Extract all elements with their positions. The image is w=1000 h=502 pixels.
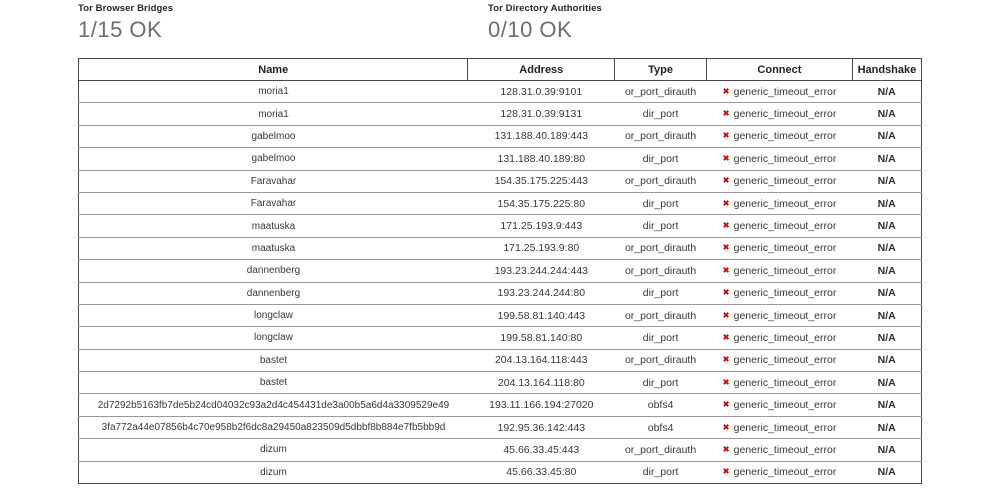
relay-address-cell: 45.66.33.45:443 (468, 439, 615, 461)
relay-connect-cell (707, 416, 853, 438)
connect-status-text: generic_timeout_error (733, 197, 837, 210)
column-header-type: Type (615, 59, 707, 81)
error-cross-icon: ✖ (722, 443, 730, 454)
relay-connect-cell (707, 81, 853, 103)
relay-name-cell: gabelmoo (79, 148, 468, 170)
relay-address-cell: 199.58.81.140:80 (468, 327, 615, 349)
table-row (79, 148, 922, 170)
relay-type-cell: or_port_dirauth (615, 81, 707, 103)
relay-address-cell: 193.23.244.244:443 (468, 260, 615, 282)
relay-handshake-cell: N/A (852, 349, 921, 371)
relay-handshake-cell: N/A (852, 125, 921, 147)
relay-name-cell: maatuska (79, 237, 468, 259)
connect-status-text: generic_timeout_error (733, 242, 837, 255)
relay-handshake-cell: N/A (852, 237, 921, 259)
relay-type-cell: dir_port (615, 461, 707, 483)
relay-connect-cell (707, 439, 853, 461)
results-table-body (79, 81, 922, 484)
relay-type-cell: or_port_dirauth (615, 349, 707, 371)
relay-handshake-cell: N/A (852, 304, 921, 326)
relay-handshake-cell: N/A (852, 81, 921, 103)
relay-address-cell: 204.13.164.118:80 (468, 372, 615, 394)
relay-name-cell: maatuska (79, 215, 468, 237)
relay-type-cell: dir_port (615, 148, 707, 170)
relay-connect-cell (707, 282, 853, 304)
bridges-summary (78, 3, 173, 43)
table-header-row (79, 59, 922, 81)
error-cross-icon: ✖ (722, 466, 730, 477)
table-row (79, 282, 922, 304)
table-row (79, 103, 922, 125)
connect-status-text: generic_timeout_error (733, 331, 837, 344)
relay-address-cell: 171.25.193.9:80 (468, 237, 615, 259)
table-row (79, 416, 922, 438)
connect-status-text: generic_timeout_error (733, 399, 837, 412)
table-row (79, 439, 922, 461)
relay-handshake-cell: N/A (852, 416, 921, 438)
relay-address-cell: 128.31.0.39:9131 (468, 103, 615, 125)
relay-type-cell: obfs4 (615, 416, 707, 438)
connect-status-text: generic_timeout_error (733, 85, 837, 98)
table-row (79, 349, 922, 371)
relay-handshake-cell: N/A (852, 215, 921, 237)
relay-type-cell: dir_port (615, 215, 707, 237)
relay-type-cell: dir_port (615, 192, 707, 214)
relay-connect-cell (707, 327, 853, 349)
relay-name-cell: dannenberg (79, 260, 468, 282)
bridges-summary-label: Tor Browser Bridges (78, 3, 174, 14)
connect-status-text: generic_timeout_error (733, 264, 837, 277)
table-row (79, 192, 922, 214)
relay-name-cell: moria1 (79, 81, 468, 103)
relay-address-cell: 171.25.193.9:443 (468, 215, 615, 237)
error-cross-icon: ✖ (722, 242, 730, 253)
connect-status-text: generic_timeout_error (733, 309, 837, 322)
relay-connect-cell (707, 304, 853, 326)
relay-address-cell: 45.66.33.45:80 (468, 461, 615, 483)
relay-type-cell: dir_port (615, 282, 707, 304)
error-cross-icon: ✖ (722, 309, 730, 320)
relay-connect-cell (707, 148, 853, 170)
connect-status-text: generic_timeout_error (733, 421, 837, 434)
error-cross-icon: ✖ (722, 152, 730, 163)
relay-type-cell: or_port_dirauth (615, 260, 707, 282)
error-cross-icon: ✖ (722, 130, 730, 141)
table-row (79, 237, 922, 259)
error-cross-icon: ✖ (722, 175, 730, 186)
relay-address-cell: 154.35.175.225:443 (468, 170, 615, 192)
table-row (79, 81, 922, 103)
relay-handshake-cell: N/A (852, 327, 921, 349)
relay-connect-cell (707, 260, 853, 282)
relay-type-cell: dir_port (615, 103, 707, 125)
relay-connect-cell (707, 125, 853, 147)
error-cross-icon: ✖ (722, 354, 730, 365)
connect-status-text: generic_timeout_error (733, 354, 837, 367)
error-cross-icon: ✖ (722, 264, 730, 275)
relay-address-cell: 192.95.36.142:443 (468, 416, 615, 438)
relay-name-cell: Faravahar (79, 192, 468, 214)
relay-handshake-cell: N/A (852, 103, 921, 125)
connect-status-text: generic_timeout_error (733, 130, 837, 143)
relay-name-cell: dizum (79, 439, 468, 461)
error-cross-icon: ✖ (722, 287, 730, 298)
relay-address-cell: 154.35.175.225:80 (468, 192, 615, 214)
authorities-summary-value: 0/10 OK (488, 17, 573, 42)
column-header-connect: Connect (707, 59, 853, 81)
authorities-summary (488, 3, 602, 43)
relay-handshake-cell: N/A (852, 260, 921, 282)
relay-type-cell: or_port_dirauth (615, 304, 707, 326)
connect-status-text: generic_timeout_error (733, 287, 837, 300)
connect-status-text: generic_timeout_error (733, 376, 837, 389)
relay-handshake-cell: N/A (852, 192, 921, 214)
authorities-summary-label: Tor Directory Authorities (488, 3, 602, 14)
relay-handshake-cell: N/A (852, 372, 921, 394)
table-row (79, 372, 922, 394)
relay-handshake-cell: N/A (852, 394, 921, 416)
relay-status-table (78, 58, 922, 484)
relay-connect-cell (707, 215, 853, 237)
error-cross-icon: ✖ (722, 108, 730, 119)
relay-name-cell: bastet (79, 349, 468, 371)
relay-handshake-cell: N/A (852, 148, 921, 170)
relay-address-cell: 131.188.40.189:443 (468, 125, 615, 147)
connect-status-text: generic_timeout_error (733, 152, 837, 165)
relay-address-cell: 193.23.244.244:80 (468, 282, 615, 304)
error-cross-icon: ✖ (722, 399, 730, 410)
table-row (79, 327, 922, 349)
relay-type-cell: or_port_dirauth (615, 170, 707, 192)
relay-name-cell: gabelmoo (79, 125, 468, 147)
relay-name-cell: 3fa772a44e07856b4c70e958b2f6dc8a29450a823509d5dbbf8b884e7fb5bb9d (79, 416, 468, 438)
relay-name-cell: 2d7292b5163fb7de5b24cd04032c93a2d4c454431de3a00b5a6d4a3309529e49 (79, 394, 468, 416)
table-row (79, 125, 922, 147)
relay-address-cell: 204.13.164.118:443 (468, 349, 615, 371)
relay-name-cell: dannenberg (79, 282, 468, 304)
relay-name-cell: dizum (79, 461, 468, 483)
relay-handshake-cell: N/A (852, 282, 921, 304)
relay-type-cell: obfs4 (615, 394, 707, 416)
relay-type-cell: dir_port (615, 327, 707, 349)
relay-handshake-cell: N/A (852, 170, 921, 192)
table-row (79, 260, 922, 282)
table-row (79, 215, 922, 237)
relay-connect-cell (707, 103, 853, 125)
relay-connect-cell (707, 192, 853, 214)
relay-connect-cell (707, 461, 853, 483)
error-cross-icon: ✖ (722, 331, 730, 342)
error-cross-icon: ✖ (722, 85, 730, 96)
relay-handshake-cell: N/A (852, 439, 921, 461)
error-cross-icon: ✖ (722, 220, 730, 231)
relay-connect-cell (707, 170, 853, 192)
relay-address-cell: 131.188.40.189:80 (468, 148, 615, 170)
relay-name-cell: moria1 (79, 103, 468, 125)
relay-connect-cell (707, 349, 853, 371)
connect-status-text: generic_timeout_error (733, 443, 837, 456)
relay-type-cell: dir_port (615, 372, 707, 394)
table-row (79, 304, 922, 326)
column-header-address: Address (468, 59, 615, 81)
relay-name-cell: longclaw (79, 304, 468, 326)
error-cross-icon: ✖ (722, 376, 730, 387)
relay-type-cell: or_port_dirauth (615, 125, 707, 147)
relay-address-cell: 199.58.81.140:443 (468, 304, 615, 326)
relay-connect-cell (707, 394, 853, 416)
connect-status-text: generic_timeout_error (733, 108, 837, 121)
table-row (79, 394, 922, 416)
relay-address-cell: 193.11.166.194:27020 (468, 394, 615, 416)
connect-status-text: generic_timeout_error (733, 175, 837, 188)
relay-name-cell: bastet (79, 372, 468, 394)
relay-connect-cell (707, 237, 853, 259)
relay-name-cell: Faravahar (79, 170, 468, 192)
table-row (79, 170, 922, 192)
error-cross-icon: ✖ (722, 421, 730, 432)
connect-status-text: generic_timeout_error (733, 466, 837, 479)
relay-address-cell: 128.31.0.39:9101 (468, 81, 615, 103)
relay-type-cell: or_port_dirauth (615, 237, 707, 259)
relay-handshake-cell: N/A (852, 461, 921, 483)
relay-type-cell: or_port_dirauth (615, 439, 707, 461)
table-row (79, 461, 922, 483)
column-header-name: Name (79, 59, 468, 81)
bridges-summary-value: 1/15 OK (78, 17, 163, 42)
relay-name-cell: longclaw (79, 327, 468, 349)
connect-status-text: generic_timeout_error (733, 220, 837, 233)
error-cross-icon: ✖ (722, 197, 730, 208)
column-header-handshake: Handshake (852, 59, 921, 81)
relay-connect-cell (707, 372, 853, 394)
